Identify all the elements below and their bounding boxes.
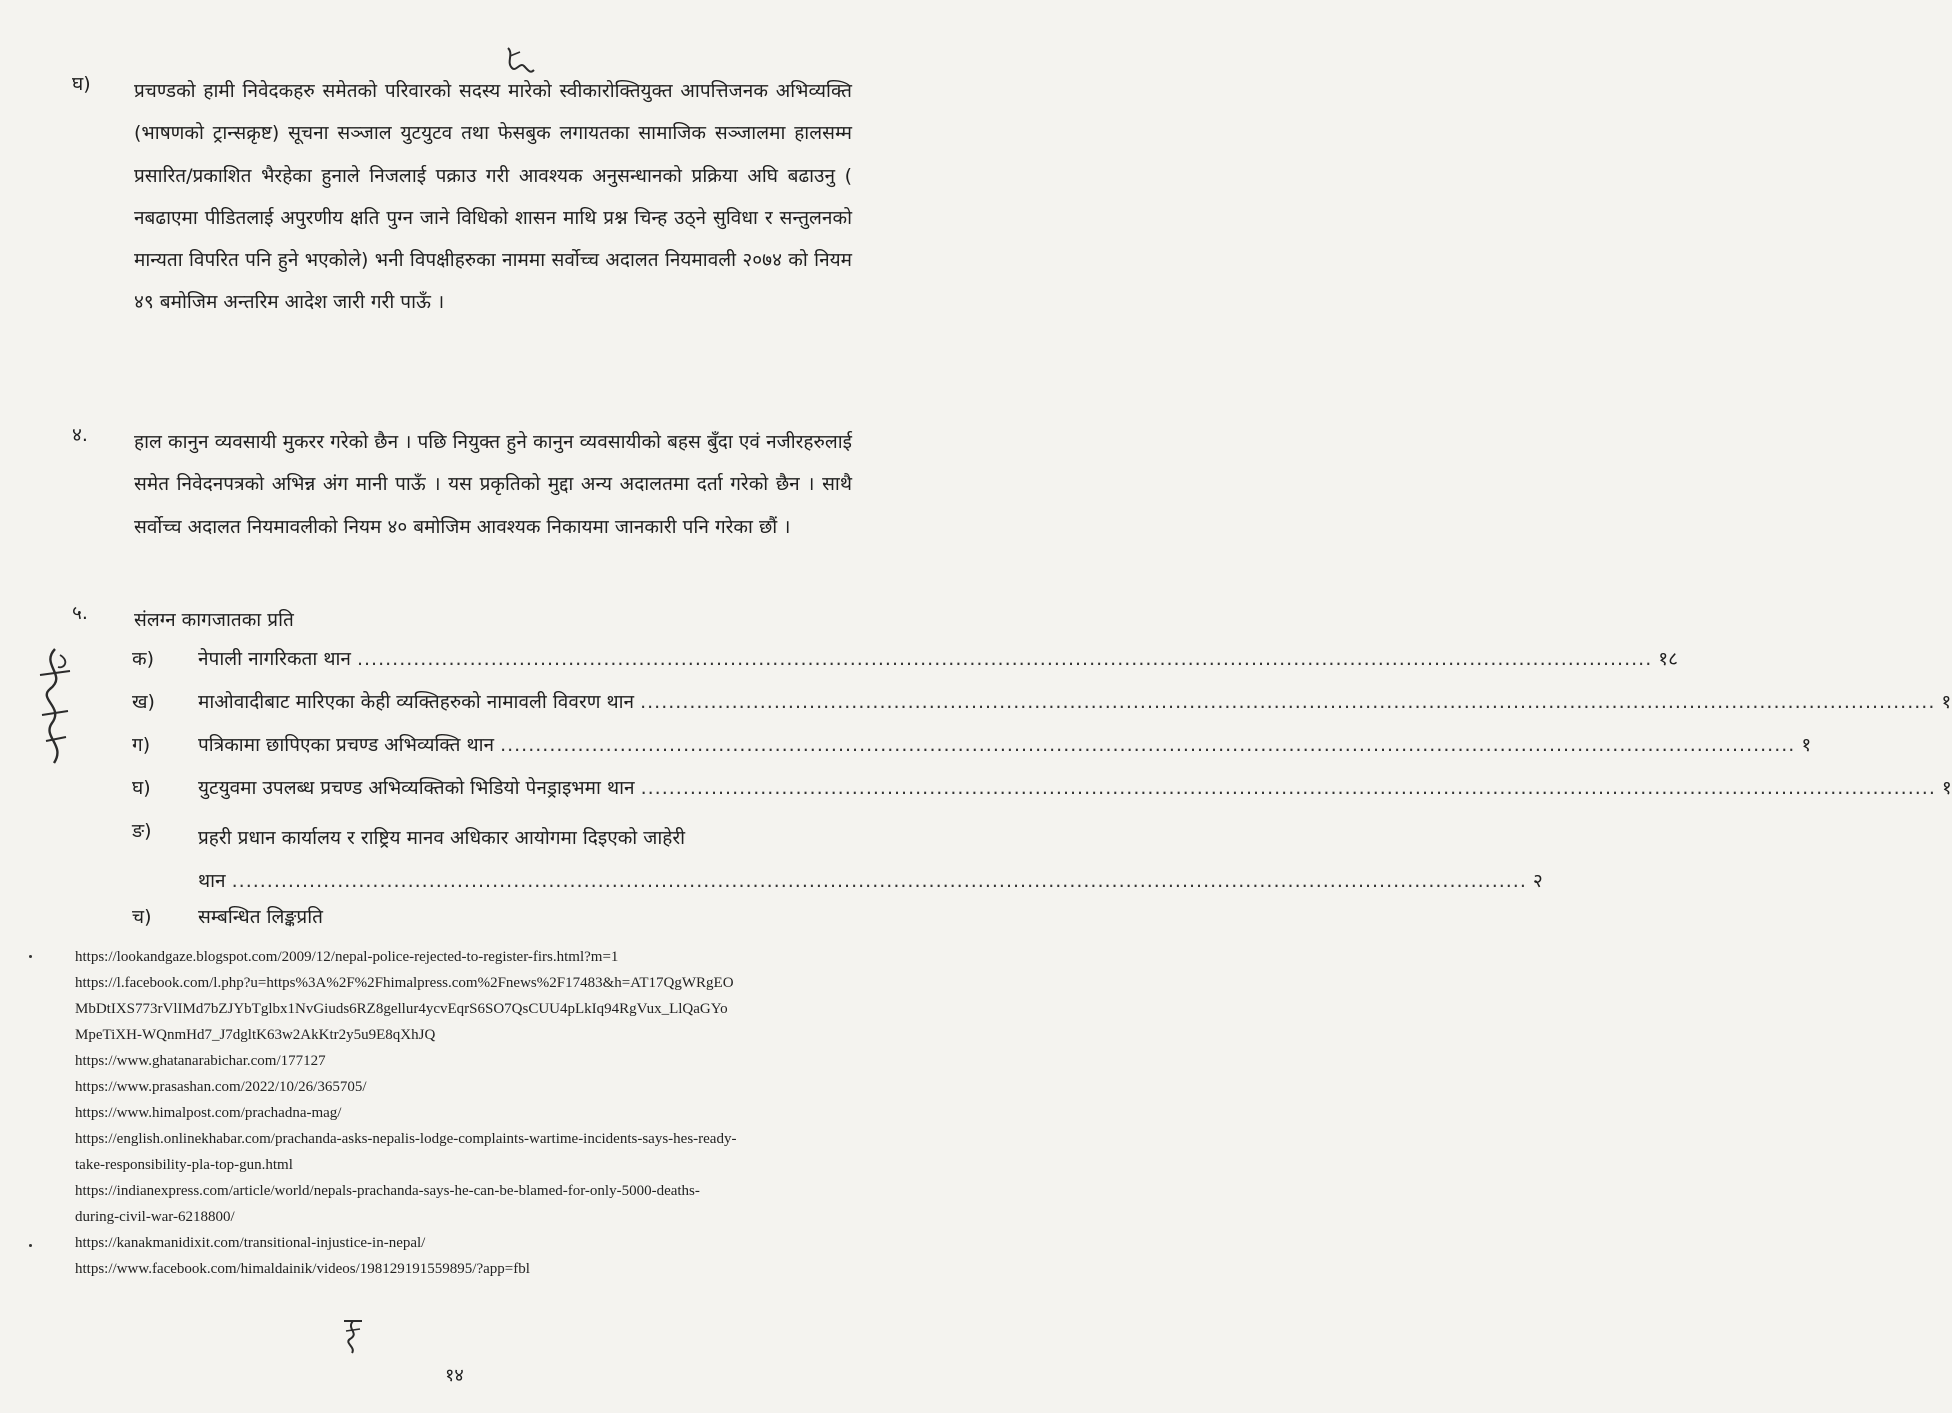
leader-dots: [641, 777, 1936, 799]
attachment-count: १८: [1658, 648, 1678, 670]
attachment-item: [132, 645, 1678, 671]
handwritten-signature: [30, 645, 80, 770]
attachment-label: क): [132, 648, 155, 670]
paragraph-text: हाल कानुन व्यवसायी मुकरर गरेको छैन । पछि नियुक्त हुने कानुन व्यवसायीको बहस बुँदा एवं नजीरहरुलाई समेत निवेदनपत्रको अभिन्न अंग मानी पाऊँ । यस प्रकृतिको मुद्दा अन्य अदालतमा दर्ता गरेको छैन । साथै सर्वोच्च अदालत नियमावलीको नियम ४० बमोजिम आवश्यक निकायमा जानकारी पनि गरेका छौं ।: [134, 431, 852, 538]
leader-dots: [500, 734, 1795, 756]
link-line: https://www.ghatanarabichar.com/177127: [75, 1053, 326, 1069]
link-line: https://english.onlinekhabar.com/prachanda-asks-nepalis-lodge-complaints-wartime-incidents-says-hes-ready-: [75, 1131, 737, 1147]
paragraph-text: प्रचण्डको हामी निवेदकहरु समेतको परिवारको सदस्य मारेको स्वीकारोक्तियुक्त आपत्तिजनक अभिव्यक्ति (भाषणको ट्रान्सक्रृष्ट) सूचना सञ्जाल युटयुटव तथा फेसबुक लगायतका सामाजिक सञ्जालमा हालसम्म प्रसारित/प्रकाशित भैरहेका हुनाले निजलाई पक्राउ गरी आवश्यक अनुसन्धानको प्रक्रिया अघि बढाउनु ( नबढाएमा पीडितलाई अपुरणीय क्षति पुग्न जाने विधिको शासन माथि प्रश्न चिन्ह उठ्ने सुविधा र सन्तुलनको मान्यता विपरित पनि हुने भएकोले) भनी विपक्षीहरुका नाममा सर्वोच्च अदालत नियमावली २०७४ को नियम ४९ बमोजिम अन्तरिम आदेश जारी गरी पाऊँ ।: [134, 80, 852, 314]
attachment-text-continued: थान: [198, 870, 226, 892]
paragraph-4: [72, 421, 852, 548]
link-line: during-civil-war-6218800/: [75, 1209, 235, 1225]
link-line: https://kanakmanidixit.com/transitional-injustice-in-nepal/: [75, 1235, 426, 1251]
attachment-text: पत्रिकामा छापिएका प्रचण्ड अभिव्यक्ति थान: [198, 734, 495, 756]
scan-speck: [29, 955, 32, 958]
leader-dots: [357, 648, 1652, 670]
attachment-count: १: [1801, 734, 1812, 756]
link-list: [75, 944, 855, 1282]
attachment-text: नेपाली नागरिकता थान: [198, 648, 351, 670]
attachment-count: २: [1532, 870, 1543, 892]
attachment-label: घ): [132, 777, 151, 799]
paragraph-gha: [72, 70, 852, 324]
link-line: https://indianexpress.com/article/world/nepals-prachanda-says-he-can-be-blamed-for-only-5000-deaths-: [75, 1183, 700, 1199]
paragraph-number: ५.: [72, 602, 88, 624]
attachment-text: प्रहरी प्रधान कार्यालय र राष्ट्रिय मानव अधिकार आयोगमा दिइएको जाहेरी: [198, 827, 686, 849]
section-heading: संलग्न कागजातका प्रति: [134, 609, 294, 631]
attachment-label: च): [132, 906, 152, 928]
leader-dots: [640, 691, 1935, 713]
attachment-text: युटयुवमा उपलब्ध प्रचण्ड अभिव्यक्तिको भिडियो पेनड्राइभमा थान: [198, 777, 635, 799]
attachment-count: १: [1941, 691, 1952, 713]
attachment-item: [132, 731, 1812, 757]
attachment-item: [132, 688, 1952, 714]
attachment-item: [132, 903, 852, 929]
leader-dots: [232, 860, 1527, 903]
link-line: take-responsibility-pla-top-gun.html: [75, 1157, 293, 1173]
link-line: https://www.prasashan.com/2022/10/26/365705/: [75, 1079, 367, 1095]
attachment-item: [132, 817, 1543, 903]
scan-speck: [29, 1244, 32, 1247]
attachment-text: सम्बन्धित लिङ्कप्रति: [198, 906, 323, 928]
attachment-count: १: [1941, 777, 1952, 799]
attachment-text: माओवादीबाट मारिएका केही व्यक्तिहरुको नामावली विवरण थान: [198, 691, 635, 713]
link-line: MpeTiXH-WQnmHd7_J7dgltK63w2AkKtr2y5u9E8qXhJQ: [75, 1027, 436, 1043]
handwritten-initial-mark: [338, 1315, 368, 1355]
link-line: https://lookandgaze.blogspot.com/2009/12/nepal-police-rejected-to-register-firs.html?m=1: [75, 949, 619, 965]
paragraph-5: [72, 599, 852, 641]
attachment-label: ङ): [132, 820, 152, 842]
link-line: https://www.himalpost.com/prachadna-mag/: [75, 1105, 342, 1121]
paragraph-number: घ): [72, 73, 91, 95]
attachment-item: [132, 774, 1952, 800]
link-line: MbDtIXS773rVlIMd7bZJYbTglbx1NvGiuds6RZ8gellur4ycvEqrS6SO7QsCUU4pLkIq94RgVux_LlQaGYo: [75, 1001, 728, 1017]
attachment-label: ग): [132, 734, 151, 756]
paragraph-number: ४.: [72, 424, 88, 446]
link-line: https://www.facebook.com/himaldainik/videos/1981291915598​95/?app=fbl: [75, 1261, 530, 1277]
page-number: १४: [445, 1365, 464, 1386]
attachment-label: ख): [132, 691, 155, 713]
link-line: https://l.facebook.com/l.php?u=https%3A%2F%2Fhimalpress.com%2Fnews%2F17483&h=AT17QgWRgEO: [75, 975, 734, 991]
